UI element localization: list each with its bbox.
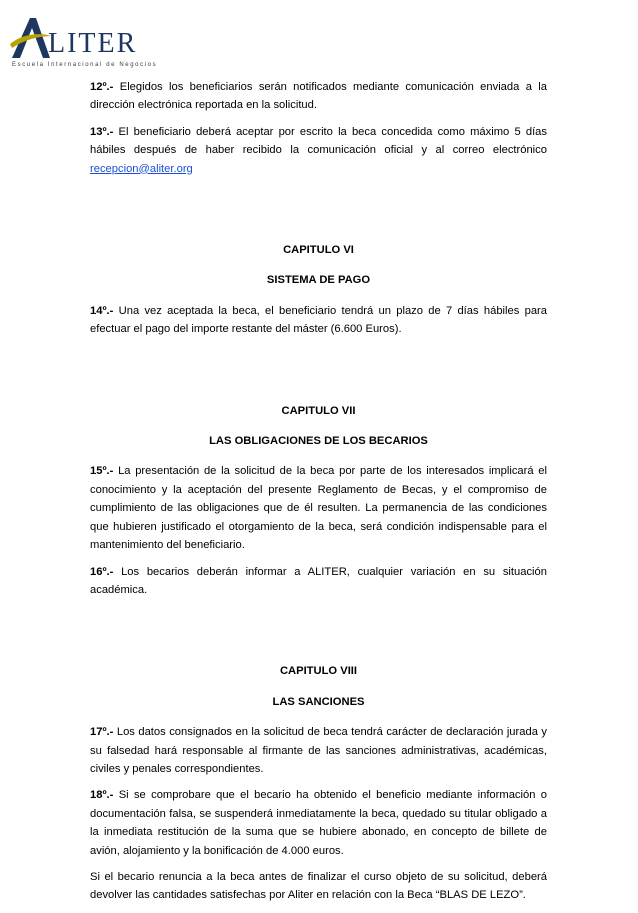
logo-tagline: Escuela Internacional de Negocios [12, 62, 158, 68]
article-16 [90, 563, 547, 600]
article-18-paragraph-2: Si el becario renuncia a la beca antes de finalizar el curso objeto de su solicitud, deberá devolver las cantidades satisfechas por Aliter en relación con la Beca “BLAS DE LEZO”. [90, 870, 547, 902]
chapter-title: CAPITULO VI [283, 244, 354, 257]
article-17 [90, 723, 547, 778]
article-14 [90, 302, 547, 339]
article-number: 13º.- [90, 125, 114, 138]
article-13 [90, 123, 547, 178]
article-text: Los datos consignados en la solicitud de beca tendrá carácter de declaración jurada y su falsedad hará responsable al firmante de las sanciones administrativas, académicas, civiles y penales correspondientes. [90, 726, 547, 775]
article-12 [90, 78, 547, 115]
chapter-title: CAPITULO VIII [279, 665, 358, 678]
article-text: Si se comprobare que el becario ha obtenido el beneficio mediante información o documentación falsa, se suspenderá inmediatamente la beca, quedado su titular obligado a la inmediata restitución de la suma que se hubiere abonado, en concepto de billete de avión, alojamiento y la bonificación de 4.000 euros. [90, 789, 547, 857]
document-body [90, 78, 547, 913]
article-15 [90, 462, 547, 554]
logo-wordmark: LITER [48, 28, 138, 59]
article-number: 18º.- [90, 789, 114, 802]
email-link[interactable]: recepcion@aliter.org [90, 162, 193, 175]
article-text: Una vez aceptada la beca, el beneficiario tendrá un plazo de 7 días hábiles para efectuar el pago del importe restante del máster (6.600 Euros). [90, 304, 547, 336]
article-number: 12º.- [90, 81, 114, 93]
chapter-subtitle: SISTEMA DE PAGO [266, 274, 371, 287]
chapter-subtitle: LAS OBLIGACIONES DE LOS BECARIOS [209, 435, 428, 448]
article-number: 17º.- [90, 726, 114, 739]
article-text: La presentación de la solicitud de la beca por parte de los interesados implicará el conocimiento y la aceptación del presente Reglamento de Becas, y el compromiso de cumplimiento de las obligaciones que de él resulten. La permanencia de las condiciones que hubieren justificado el otorgamiento de la beca, será condición indispensable para el mantenimiento del beneficiario. [90, 465, 547, 552]
article-number: 15º.- [90, 465, 114, 478]
article-text: Los becarios deberán informar a ALITER, cualquier variación en su situación académica. [90, 565, 547, 596]
article-text: Elegidos los beneficiarios serán notificados mediante comunicación enviada a la dirección electrónica reportada en la solicitud. [90, 81, 547, 112]
article-number: 16º.- [90, 565, 114, 578]
article-number: 14º.- [90, 304, 114, 317]
aliter-logo [8, 14, 168, 70]
chapter-title: CAPITULO VII [281, 404, 356, 417]
article-text: El beneficiario deberá aceptar por escrito la beca concedida como máximo 5 días hábiles después de haber recibido la comunicación oficial y al correo electrónico [90, 125, 547, 157]
chapter-subtitle: LAS SANCIONES [272, 695, 365, 708]
article-18 [90, 786, 547, 860]
